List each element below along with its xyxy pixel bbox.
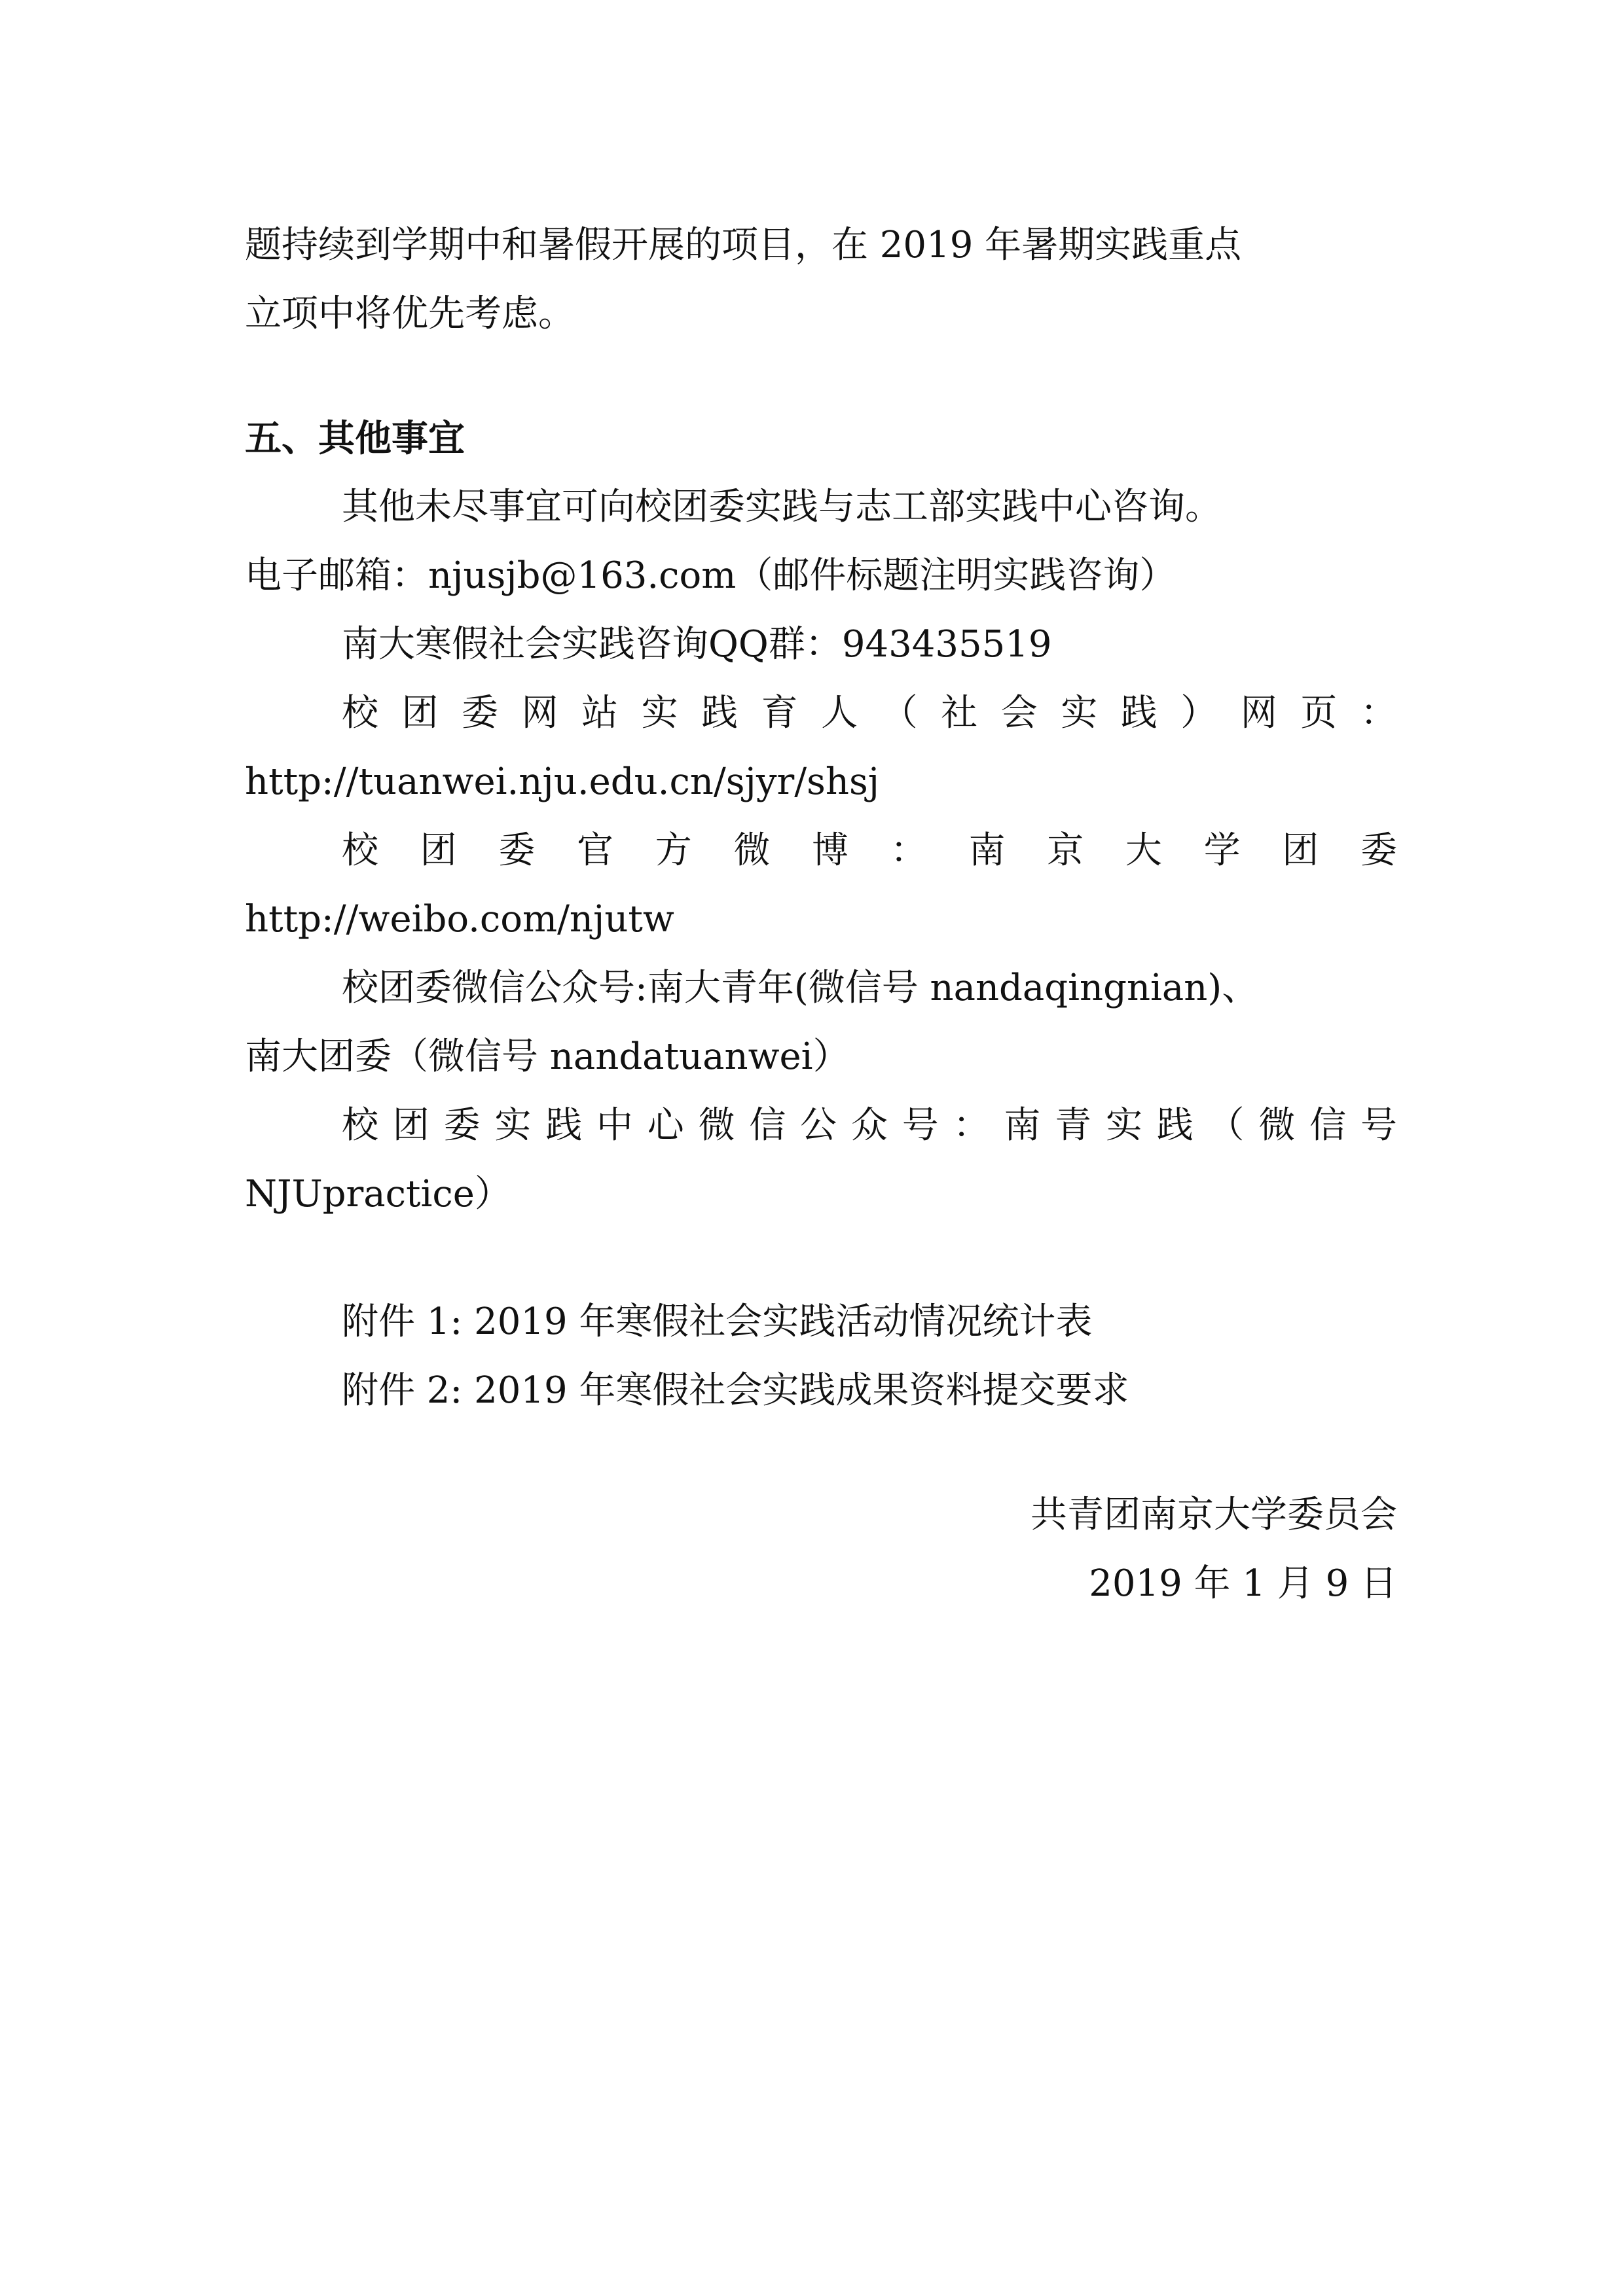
website-url-link[interactable]: http://tuanwei.nju.edu.cn/sjyr/shsj xyxy=(245,761,880,803)
practice-wechat-label: 校 团 委 实 践 中 心 微 信 公 众 号 ： 南 青 实 践 （ 微 信 号 xyxy=(342,1104,1397,1147)
weibo-label: 校 团 委 官 方 微 博 ： 南 京 大 学 团 委 xyxy=(342,829,1397,872)
weibo-url-link[interactable]: http://weibo.com/njutw xyxy=(245,898,674,941)
paragraph-line: 立项中将优先考虑。 xyxy=(245,293,575,335)
contact-qq-group: 南大寒假社会实践咨询QQ群：943435519 xyxy=(342,623,1052,666)
wechat-line: 南大团委（微信号 nandatuanwei） xyxy=(245,1035,850,1078)
practice-wechat-id: NJUpractice） xyxy=(245,1173,511,1215)
signature-date: 2019 年 1 月 9 日 xyxy=(1089,1562,1397,1605)
section-heading: 五、其他事宜 xyxy=(245,417,465,460)
signature-org: 共青团南京大学委员会 xyxy=(1030,1494,1397,1536)
wechat-line: 校团委微信公众号:南大青年(微信号 nandaqingnian)、 xyxy=(342,967,1259,1009)
paragraph-line: 题持续到学期中和暑假开展的项目，在 2019 年暑期实践重点 xyxy=(245,224,1242,266)
attachment-item: 附件 1: 2019 年寒假社会实践活动情况统计表 xyxy=(342,1300,1093,1343)
contact-intro: 其他未尽事宜可向校团委实践与志工部实践中心咨询。 xyxy=(342,486,1222,528)
attachment-item: 附件 2: 2019 年寒假社会实践成果资料提交要求 xyxy=(342,1369,1129,1412)
contact-email: 电子邮箱：njusjb@163.com（邮件标题注明实践咨询） xyxy=(245,554,1176,597)
website-label: 校 团 委 网 站 实 践 育 人 （ 社 会 实 践 ） 网 页 ： xyxy=(342,692,1397,734)
